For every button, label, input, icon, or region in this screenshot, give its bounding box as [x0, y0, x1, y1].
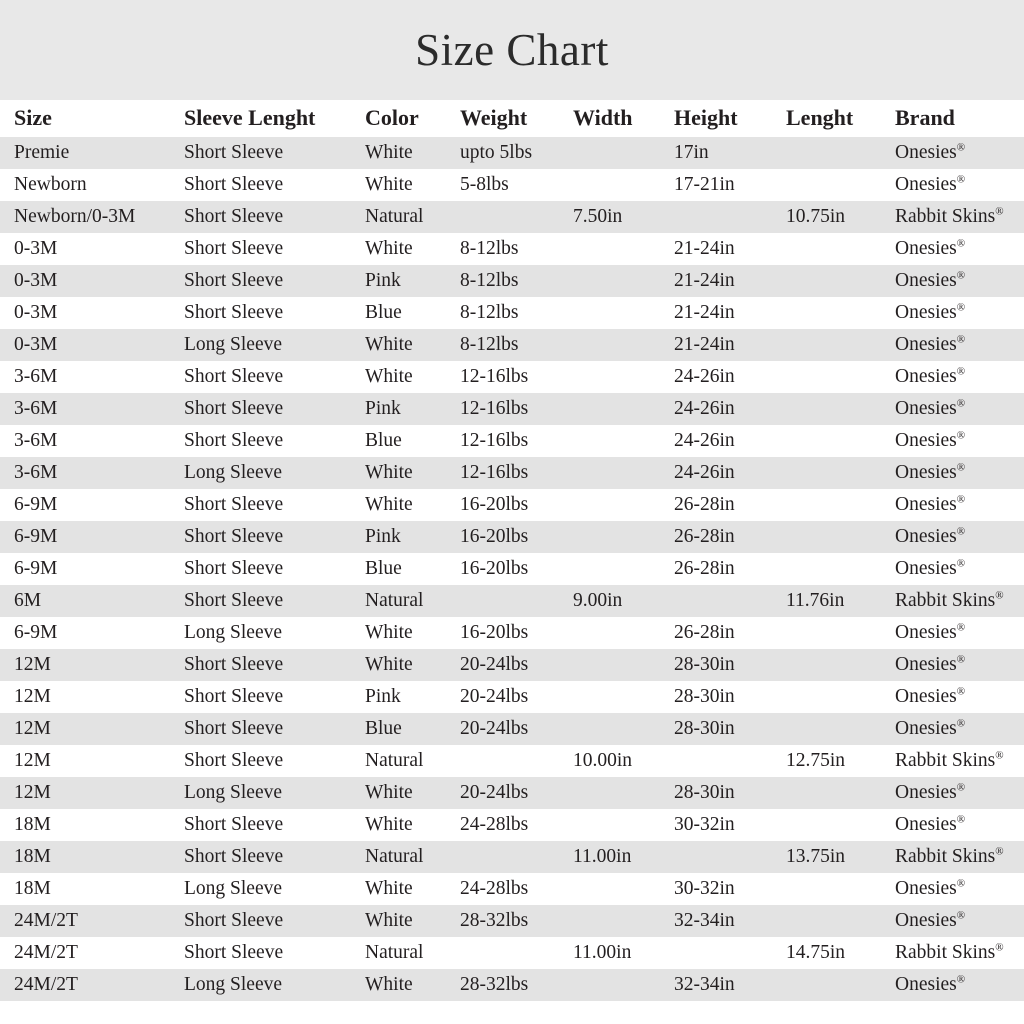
cell-color: Natural [363, 937, 458, 969]
cell-sleeve-length: Short Sleeve [168, 553, 363, 585]
table-row [0, 681, 1024, 713]
registered-trademark-symbol: ® [956, 269, 966, 282]
cell-width: 7.50in [570, 201, 670, 233]
cell-weight: 8-12lbs [458, 265, 570, 297]
cell-sleeve-length: Long Sleeve [168, 969, 363, 1001]
cell-color: White [363, 809, 458, 841]
registered-trademark-symbol: ® [956, 557, 966, 570]
cell-height: 17in [670, 137, 780, 169]
cell-sleeve-length: Long Sleeve [168, 329, 363, 361]
cell-sleeve-length: Short Sleeve [168, 393, 363, 425]
cell-width [570, 137, 670, 169]
cell-brand: Onesies® [890, 809, 1024, 841]
cell-brand: Onesies® [890, 393, 1024, 425]
cell-sleeve-length: Short Sleeve [168, 233, 363, 265]
cell-weight: 16-20lbs [458, 521, 570, 553]
table-row [0, 745, 1024, 777]
cell-length [780, 489, 890, 521]
cell-height: 24-26in [670, 425, 780, 457]
table-row [0, 201, 1024, 233]
cell-width [570, 681, 670, 713]
cell-weight: 20-24lbs [458, 649, 570, 681]
cell-brand: Onesies® [890, 521, 1024, 553]
column-header-sleeve-length: Sleeve Lenght [168, 100, 363, 137]
cell-sleeve-length: Long Sleeve [168, 617, 363, 649]
cell-sleeve-length: Short Sleeve [168, 745, 363, 777]
cell-length [780, 169, 890, 201]
cell-height [670, 937, 780, 969]
cell-weight: 20-24lbs [458, 681, 570, 713]
table-row [0, 425, 1024, 457]
cell-length [780, 969, 890, 1001]
cell-size: 12M [0, 681, 168, 713]
cell-color: White [363, 873, 458, 905]
table-row [0, 297, 1024, 329]
table-row [0, 777, 1024, 809]
cell-size: Premie [0, 137, 168, 169]
cell-height [670, 745, 780, 777]
table-row [0, 873, 1024, 905]
cell-brand: Onesies® [890, 649, 1024, 681]
cell-size: 24M/2T [0, 937, 168, 969]
registered-trademark-symbol: ® [956, 237, 966, 250]
cell-color: White [363, 457, 458, 489]
cell-color: Natural [363, 745, 458, 777]
registered-trademark-symbol: ® [956, 653, 966, 666]
cell-brand: Onesies® [890, 425, 1024, 457]
column-header-color: Color [363, 100, 458, 137]
cell-height: 28-30in [670, 649, 780, 681]
cell-height: 26-28in [670, 521, 780, 553]
cell-height: 32-34in [670, 905, 780, 937]
cell-sleeve-length: Short Sleeve [168, 169, 363, 201]
cell-height: 32-34in [670, 969, 780, 1001]
cell-width: 11.00in [570, 937, 670, 969]
table-row [0, 937, 1024, 969]
cell-height: 28-30in [670, 713, 780, 745]
cell-weight: 12-16lbs [458, 457, 570, 489]
cell-brand: Onesies® [890, 873, 1024, 905]
cell-weight: 16-20lbs [458, 489, 570, 521]
cell-brand: Onesies® [890, 553, 1024, 585]
cell-sleeve-length: Short Sleeve [168, 489, 363, 521]
cell-size: 3-6M [0, 457, 168, 489]
cell-sleeve-length: Short Sleeve [168, 137, 363, 169]
cell-weight: 20-24lbs [458, 713, 570, 745]
table-row [0, 169, 1024, 201]
cell-brand: Onesies® [890, 361, 1024, 393]
cell-brand: Rabbit Skins® [890, 201, 1024, 233]
table-row [0, 233, 1024, 265]
cell-height: 26-28in [670, 617, 780, 649]
cell-length: 12.75in [780, 745, 890, 777]
cell-brand: Onesies® [890, 905, 1024, 937]
table-row [0, 265, 1024, 297]
cell-sleeve-length: Short Sleeve [168, 937, 363, 969]
cell-size: 0-3M [0, 265, 168, 297]
cell-size: 12M [0, 713, 168, 745]
table-row [0, 713, 1024, 745]
cell-color: Pink [363, 265, 458, 297]
cell-sleeve-length: Short Sleeve [168, 905, 363, 937]
cell-size: 18M [0, 873, 168, 905]
cell-length: 11.76in [780, 585, 890, 617]
cell-size: 12M [0, 777, 168, 809]
cell-color: White [363, 905, 458, 937]
cell-width [570, 969, 670, 1001]
registered-trademark-symbol: ® [956, 781, 966, 794]
cell-size: 6M [0, 585, 168, 617]
cell-color: White [363, 169, 458, 201]
cell-weight: 20-24lbs [458, 777, 570, 809]
cell-length [780, 265, 890, 297]
cell-weight: upto 5lbs [458, 137, 570, 169]
registered-trademark-symbol: ® [956, 717, 966, 730]
column-header-weight: Weight [458, 100, 570, 137]
cell-brand: Onesies® [890, 713, 1024, 745]
registered-trademark-symbol: ® [956, 461, 966, 474]
cell-weight [458, 937, 570, 969]
column-header-size: Size [0, 100, 168, 137]
cell-sleeve-length: Short Sleeve [168, 265, 363, 297]
table-header [0, 100, 1024, 137]
cell-height: 21-24in [670, 329, 780, 361]
table-row [0, 553, 1024, 585]
cell-size: 0-3M [0, 329, 168, 361]
registered-trademark-symbol: ® [956, 141, 966, 154]
cell-length [780, 873, 890, 905]
cell-sleeve-length: Long Sleeve [168, 873, 363, 905]
cell-width [570, 777, 670, 809]
cell-weight: 8-12lbs [458, 297, 570, 329]
cell-width [570, 457, 670, 489]
registered-trademark-symbol: ® [995, 941, 1004, 954]
column-header-length: Lenght [780, 100, 890, 137]
cell-brand: Onesies® [890, 233, 1024, 265]
cell-brand: Rabbit Skins® [890, 841, 1024, 873]
cell-width: 10.00in [570, 745, 670, 777]
column-header-brand: Brand [890, 100, 1024, 137]
cell-color: Pink [363, 681, 458, 713]
cell-size: 6-9M [0, 521, 168, 553]
cell-width [570, 489, 670, 521]
cell-size: Newborn/0-3M [0, 201, 168, 233]
cell-weight [458, 745, 570, 777]
cell-length [780, 617, 890, 649]
cell-sleeve-length: Short Sleeve [168, 649, 363, 681]
registered-trademark-symbol: ® [995, 845, 1004, 858]
cell-length [780, 809, 890, 841]
cell-weight: 12-16lbs [458, 361, 570, 393]
cell-height: 21-24in [670, 233, 780, 265]
cell-sleeve-length: Short Sleeve [168, 585, 363, 617]
cell-size: 12M [0, 745, 168, 777]
table-body [0, 137, 1024, 1001]
cell-height [670, 585, 780, 617]
cell-size: 6-9M [0, 553, 168, 585]
cell-width: 9.00in [570, 585, 670, 617]
cell-weight: 28-32lbs [458, 969, 570, 1001]
cell-height: 21-24in [670, 265, 780, 297]
cell-width [570, 297, 670, 329]
cell-sleeve-length: Short Sleeve [168, 713, 363, 745]
registered-trademark-symbol: ® [956, 813, 966, 826]
registered-trademark-symbol: ® [995, 749, 1004, 762]
cell-color: Pink [363, 521, 458, 553]
cell-brand: Onesies® [890, 297, 1024, 329]
cell-width [570, 521, 670, 553]
cell-sleeve-length: Short Sleeve [168, 425, 363, 457]
cell-size: 6-9M [0, 489, 168, 521]
cell-height: 21-24in [670, 297, 780, 329]
table-row [0, 457, 1024, 489]
cell-brand: Onesies® [890, 137, 1024, 169]
cell-height: 28-30in [670, 777, 780, 809]
table-row [0, 841, 1024, 873]
cell-weight: 24-28lbs [458, 809, 570, 841]
cell-length [780, 649, 890, 681]
cell-weight: 5-8lbs [458, 169, 570, 201]
cell-width [570, 809, 670, 841]
table-row [0, 361, 1024, 393]
cell-sleeve-length: Long Sleeve [168, 777, 363, 809]
registered-trademark-symbol: ® [956, 525, 966, 538]
registered-trademark-symbol: ® [956, 877, 966, 890]
cell-weight: 8-12lbs [458, 233, 570, 265]
cell-height: 28-30in [670, 681, 780, 713]
cell-weight [458, 201, 570, 233]
table-row [0, 137, 1024, 169]
cell-size: 18M [0, 809, 168, 841]
cell-height: 30-32in [670, 873, 780, 905]
title-bar [0, 0, 1024, 100]
cell-brand: Onesies® [890, 969, 1024, 1001]
cell-height: 24-26in [670, 457, 780, 489]
cell-sleeve-length: Short Sleeve [168, 201, 363, 233]
cell-width [570, 393, 670, 425]
cell-length [780, 521, 890, 553]
cell-length [780, 553, 890, 585]
cell-size: 18M [0, 841, 168, 873]
cell-length [780, 361, 890, 393]
cell-weight [458, 841, 570, 873]
cell-weight: 24-28lbs [458, 873, 570, 905]
registered-trademark-symbol: ® [956, 429, 966, 442]
cell-color: White [363, 777, 458, 809]
cell-width [570, 169, 670, 201]
cell-color: Pink [363, 393, 458, 425]
cell-width [570, 905, 670, 937]
cell-color: Natural [363, 841, 458, 873]
registered-trademark-symbol: ® [956, 685, 966, 698]
cell-weight [458, 585, 570, 617]
cell-sleeve-length: Short Sleeve [168, 681, 363, 713]
cell-width [570, 425, 670, 457]
cell-length: 10.75in [780, 201, 890, 233]
size-chart-table [0, 100, 1024, 1001]
cell-length [780, 425, 890, 457]
cell-color: Blue [363, 553, 458, 585]
cell-size: 24M/2T [0, 969, 168, 1001]
cell-length [780, 137, 890, 169]
cell-weight: 28-32lbs [458, 905, 570, 937]
cell-length [780, 233, 890, 265]
cell-size: 3-6M [0, 361, 168, 393]
cell-color: Blue [363, 713, 458, 745]
column-header-width: Width [570, 100, 670, 137]
cell-width [570, 617, 670, 649]
cell-size: 24M/2T [0, 905, 168, 937]
cell-width [570, 649, 670, 681]
cell-brand: Rabbit Skins® [890, 937, 1024, 969]
cell-color: White [363, 649, 458, 681]
cell-sleeve-length: Long Sleeve [168, 457, 363, 489]
cell-width [570, 265, 670, 297]
cell-weight: 12-16lbs [458, 393, 570, 425]
cell-color: Natural [363, 585, 458, 617]
registered-trademark-symbol: ® [995, 205, 1004, 218]
cell-color: White [363, 969, 458, 1001]
cell-height: 17-21in [670, 169, 780, 201]
cell-width [570, 233, 670, 265]
cell-sleeve-length: Short Sleeve [168, 297, 363, 329]
table-row [0, 489, 1024, 521]
table-row [0, 649, 1024, 681]
cell-weight: 16-20lbs [458, 553, 570, 585]
registered-trademark-symbol: ® [956, 397, 966, 410]
cell-length: 14.75in [780, 937, 890, 969]
cell-width: 11.00in [570, 841, 670, 873]
registered-trademark-symbol: ® [956, 493, 966, 506]
registered-trademark-symbol: ® [956, 333, 966, 346]
registered-trademark-symbol: ® [956, 301, 966, 314]
table-row [0, 585, 1024, 617]
cell-weight: 16-20lbs [458, 617, 570, 649]
column-header-height: Height [670, 100, 780, 137]
cell-height: 26-28in [670, 489, 780, 521]
cell-length [780, 777, 890, 809]
cell-size: Newborn [0, 169, 168, 201]
cell-brand: Rabbit Skins® [890, 585, 1024, 617]
table-row [0, 393, 1024, 425]
cell-brand: Rabbit Skins® [890, 745, 1024, 777]
cell-brand: Onesies® [890, 681, 1024, 713]
cell-weight: 8-12lbs [458, 329, 570, 361]
cell-height [670, 201, 780, 233]
cell-height [670, 841, 780, 873]
cell-color: Natural [363, 201, 458, 233]
table-row [0, 329, 1024, 361]
cell-size: 3-6M [0, 393, 168, 425]
cell-length [780, 457, 890, 489]
cell-color: White [363, 489, 458, 521]
table-row [0, 809, 1024, 841]
cell-brand: Onesies® [890, 777, 1024, 809]
cell-width [570, 361, 670, 393]
cell-color: White [363, 617, 458, 649]
registered-trademark-symbol: ® [956, 365, 966, 378]
cell-width [570, 873, 670, 905]
cell-brand: Onesies® [890, 169, 1024, 201]
cell-size: 0-3M [0, 297, 168, 329]
table-row [0, 521, 1024, 553]
cell-sleeve-length: Short Sleeve [168, 361, 363, 393]
cell-height: 24-26in [670, 393, 780, 425]
cell-color: White [363, 329, 458, 361]
cell-length [780, 393, 890, 425]
cell-brand: Onesies® [890, 489, 1024, 521]
page-title: Size Chart [415, 25, 609, 75]
cell-color: Blue [363, 425, 458, 457]
registered-trademark-symbol: ® [956, 973, 966, 986]
cell-sleeve-length: Short Sleeve [168, 841, 363, 873]
cell-length [780, 329, 890, 361]
cell-color: White [363, 361, 458, 393]
cell-sleeve-length: Short Sleeve [168, 809, 363, 841]
cell-brand: Onesies® [890, 617, 1024, 649]
cell-size: 3-6M [0, 425, 168, 457]
cell-width [570, 713, 670, 745]
cell-length [780, 681, 890, 713]
cell-height: 24-26in [670, 361, 780, 393]
cell-size: 6-9M [0, 617, 168, 649]
cell-length [780, 713, 890, 745]
cell-brand: Onesies® [890, 329, 1024, 361]
cell-brand: Onesies® [890, 457, 1024, 489]
cell-color: White [363, 137, 458, 169]
registered-trademark-symbol: ® [956, 909, 966, 922]
cell-weight: 12-16lbs [458, 425, 570, 457]
cell-height: 26-28in [670, 553, 780, 585]
table-row [0, 969, 1024, 1001]
cell-width [570, 329, 670, 361]
registered-trademark-symbol: ® [995, 589, 1004, 602]
cell-length: 13.75in [780, 841, 890, 873]
table-row [0, 905, 1024, 937]
cell-brand: Onesies® [890, 265, 1024, 297]
cell-size: 12M [0, 649, 168, 681]
cell-height: 30-32in [670, 809, 780, 841]
registered-trademark-symbol: ® [956, 621, 966, 634]
cell-sleeve-length: Short Sleeve [168, 521, 363, 553]
table-header-row [0, 100, 1024, 137]
cell-length [780, 905, 890, 937]
cell-width [570, 553, 670, 585]
cell-length [780, 297, 890, 329]
cell-color: White [363, 233, 458, 265]
table-row [0, 617, 1024, 649]
cell-color: Blue [363, 297, 458, 329]
cell-size: 0-3M [0, 233, 168, 265]
registered-trademark-symbol: ® [956, 173, 966, 186]
